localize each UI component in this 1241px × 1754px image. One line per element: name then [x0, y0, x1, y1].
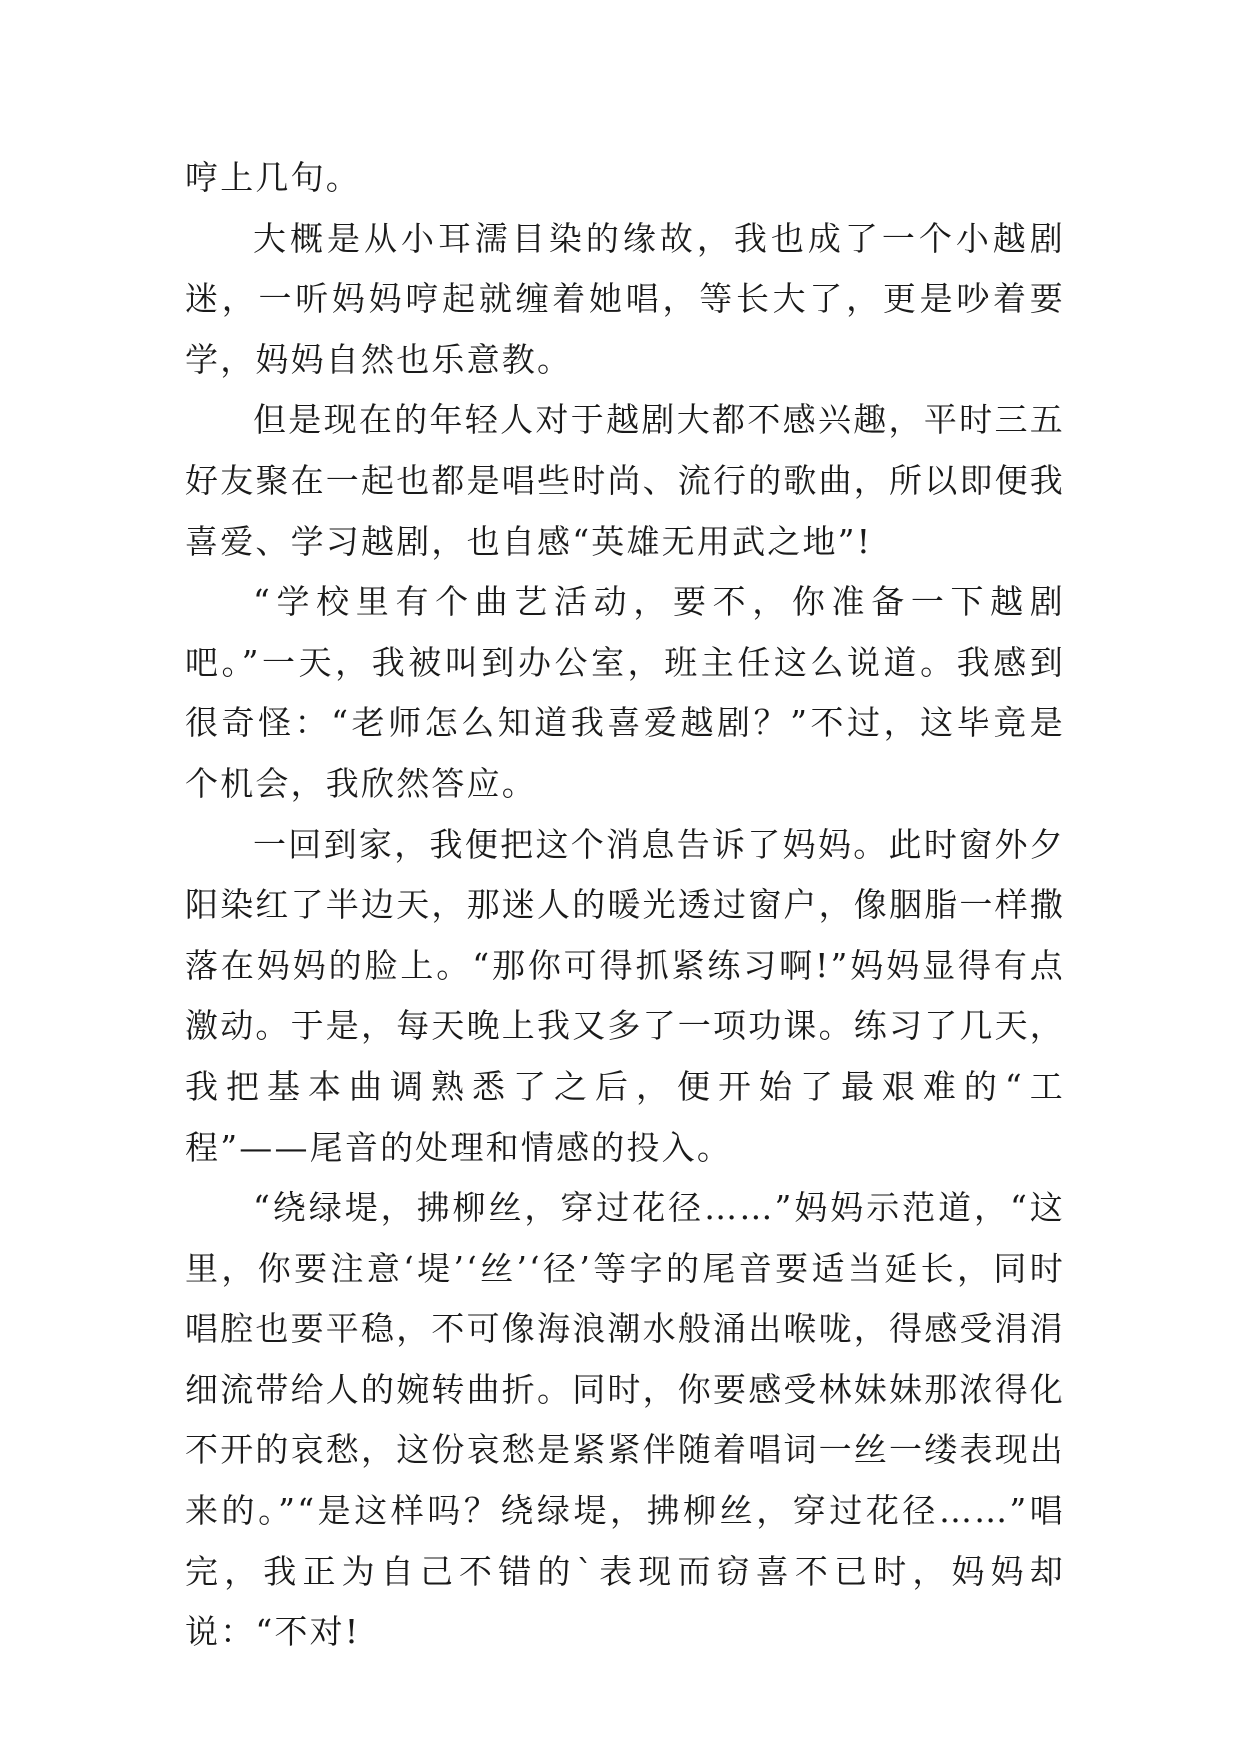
paragraph: 大概是从小耳濡目染的缘故，我也成了一个小越剧迷，一听妈妈哼起就缠着她唱，等长大了，更是吵着要学，妈妈自然也乐意教。 [185, 218, 1065, 379]
paragraph-continuation: 哼上几句。 [185, 158, 361, 197]
paragraph: 一回到家，我便把这个消息告诉了妈妈。此时窗外夕阳染红了半边天，那迷人的暖光透过窗户，像胭脂一样撒落在妈妈的脸上。“那你可得抓紧练习啊!”妈妈显得有点激动。于是，每天晚上我又多了一项功课。练习了几天，我把基本曲调熟悉了之后，便开始了最艰难的“工程”——尾音的处理和情感的投入。 [185, 824, 1065, 1167]
paragraph: “绕绿堤，拂柳丝，穿过花径……”妈妈示范道，“这里，你要注意‘堤’‘丝’‘径’等字的尾音要适当延长，同时唱腔也要平稳，不可像海浪潮水般涌出喉咙，得感受涓涓细流带给人的婉转曲折。同时，你要感受林妹妹那浓得化不开的哀愁，这份哀愁是紧紧伴随着唱词一丝一缕表现出来的。”“是这样吗？绕绿堤，拂柳丝，穿过花径……”唱完，我正为自己不错的`表现而窃喜不已时，妈妈却说：“不对! [185, 1188, 1065, 1652]
paragraph: 但是现在的年轻人对于越剧大都不感兴趣，平时三五好友聚在一起也都是唱些时尚、流行的歌曲，所以即便我喜爱、学习越剧，也自感“英雄无用武之地”! [185, 400, 1065, 561]
body-text [185, 148, 1065, 1663]
paragraph: “学校里有个曲艺活动，要不，你准备一下越剧吧。”一天，我被叫到办公室，班主任这么说道。我感到很奇怪：“老师怎么知道我喜爱越剧？”不过，这毕竟是个机会，我欣然答应。 [185, 582, 1065, 803]
